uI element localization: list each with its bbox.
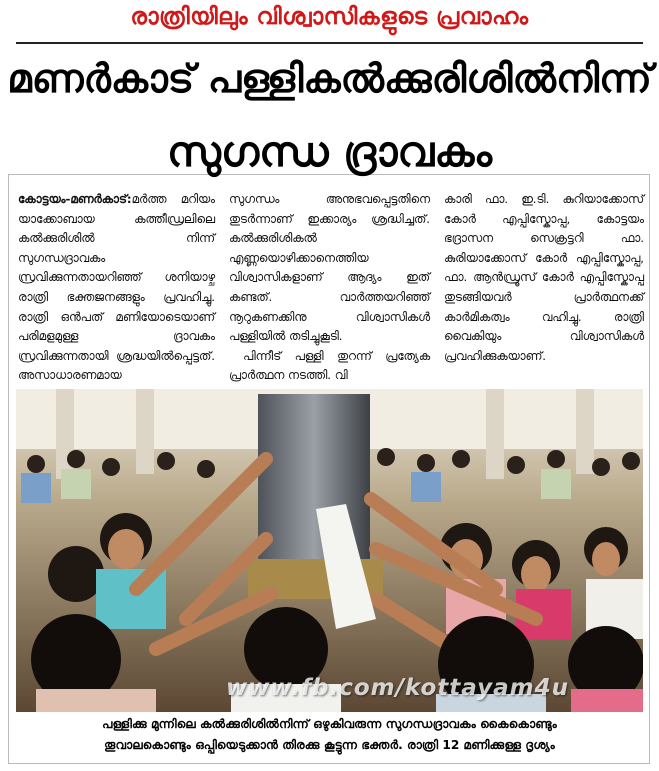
- caption-line-1: പള്ളിക്കു മുന്നിലെ കൽക്കുരിശിൽനിന്ന് ഒഴുകിവരുന്ന സുഗന്ധദ്രാവകം കൈകൊണ്ടും: [102, 717, 557, 731]
- headline-line-1: മണർകാട് പള്ളികൽക്കുരിശിൽനിന്ന്: [7, 57, 652, 102]
- photo-watermark: www.fb.com/kottayam4u: [226, 675, 569, 701]
- article-column-3: [444, 190, 644, 366]
- article-kicker: രാത്രിയിലും വിശ്വാസികളുടെ പ്രവാഹം: [130, 4, 529, 30]
- headline-line-2: സുഗന്ധ ദ്രാവകം: [167, 127, 492, 176]
- news-photo: [16, 389, 643, 712]
- kicker-rule: [16, 42, 643, 44]
- column-3-text: കാരി ഫാ. ഇ.ടി. കുറിയാക്കോസ് കോർ എപ്പിസ്കോപ്പ, കോട്ടയം ഭദ്രാസന സെക്രട്ടറി ഫാ. കുരിയാക്കോസ് കോർ എപ്പിസ്കോപ്പ, ഫാ. ആൻഡ്രൂസ് കോർ എപ്പിസ്കോപ്പ തുടങ്ങിയവർ പ്രാർത്ഥനക്ക് കാർമികത്വം വഹിച്ചു. രാത്രി വൈകിയും വിശ്വാസികൾ പ്രവഹിക്കുകയാണ്.: [444, 192, 644, 363]
- dateline: കോട്ടയം-മണർകാട്:: [18, 192, 132, 206]
- column-2-text: സുഗന്ധം അനുഭവപ്പെട്ടതിനെ തുടർന്നാണ് ഇക്കാര്യം ശ്രദ്ധിച്ചത്. കൽക്കുരിശികൽ എണ്ണയൊഴിക്കാനെത്തിയ വിശ്വാസികളാണ് ആദ്യം ഇത് കണ്ടത്. വാർത്തയറിഞ്ഞ് നൂറുകണക്കിനു വിശ്വാസികൾ പള്ളിയിൽ തടിച്ചുകൂടി.: [229, 192, 430, 344]
- photo-caption: [16, 714, 643, 756]
- article-column-1: [18, 190, 215, 386]
- article-column-2: [229, 190, 430, 386]
- caption-line-2: തൂവാലകൊണ്ടും ഒപ്പിയെടുക്കാൻ തിരക്കു കൂട്ടുന്ന ഭക്തർ. രാത്രി 12 മണിക്കുള്ള ദൃശ്യം: [104, 738, 555, 752]
- column-2-paragraph-2: പിന്നീട് പള്ളി തുറന്ന് പ്രത്യേക പ്രാർത്ഥന നടത്തി. വി: [229, 348, 430, 383]
- crowd-photo-illustration: [16, 389, 643, 712]
- column-1-text: മർത്ത മറിയം യാക്കോബായ കത്തീഡ്രലിലെ കൽക്കുരിശിൽ നിന്ന് സുഗന്ധദ്രാവകം സ്രവിക്കുന്നതായറിഞ്ഞ് ശനിയാഴ്ച രാത്രി ഭക്തജനങ്ങളും പ്രവഹിച്ചു. രാത്രി ഒൻപത് മണിയോടെയാണ് പരിമളമുള്ള ദ്രാവകം സ്രവിക്കുന്നതായി ശ്രദ്ധയിൽപ്പെട്ടത്. അസാധാരണമായ: [18, 192, 215, 383]
